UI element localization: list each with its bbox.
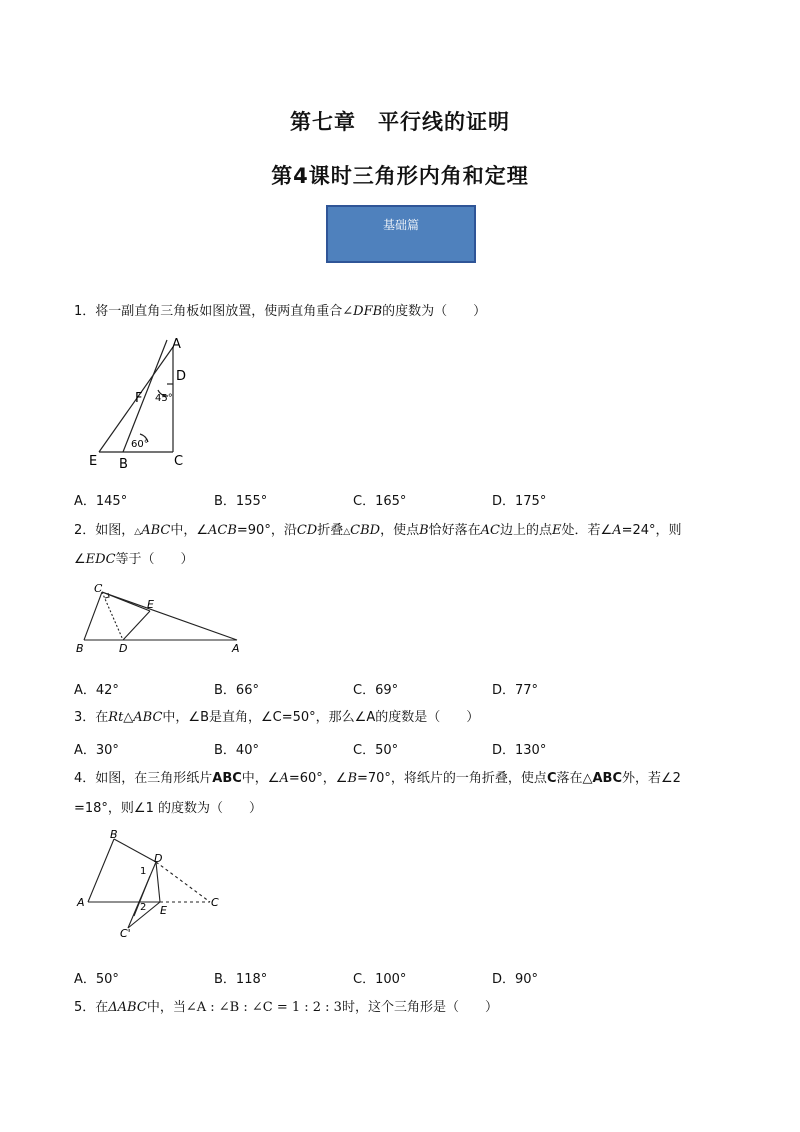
question-2-text-line-1: 2．如图，△ABC中，∠ACB=90°，沿CD折叠△CBD，使点B恰好落在AC边上的点E处．若∠A=24°，则	[74, 523, 682, 538]
question-2-options	[74, 679, 674, 697]
question-1-figure	[86, 334, 206, 474]
question-1-options	[74, 490, 674, 508]
question-3-option-b[interactable]: B．40°	[214, 743, 259, 758]
question-1-option-a[interactable]: A．145°	[74, 494, 128, 509]
fig1-angle-45: 45°	[155, 393, 173, 404]
question-2-option-b[interactable]: B．66°	[214, 683, 259, 698]
question-1-option-c[interactable]: C．165°	[353, 494, 407, 509]
question-1-option-b[interactable]: B．155°	[214, 494, 268, 509]
question-3-option-a[interactable]: A．30°	[74, 743, 119, 758]
fig2-label-e: E	[147, 598, 154, 611]
fig1-label-f: F	[135, 391, 143, 406]
fig4-angle-2: 2	[140, 902, 147, 913]
fig2-label-b: B	[76, 642, 84, 655]
question-1-text: 1．将一副直角三角板如图放置，使两直角重合∠DFB的度数为（ ）	[74, 304, 487, 319]
question-3-text: 3．在Rt△ABC中，∠B是直角，∠C=50°，那么∠A的度数是（ ）	[74, 710, 480, 725]
question-2-text-line-2: ∠EDC等于（ ）	[74, 552, 194, 567]
question-3-options	[74, 739, 674, 757]
lesson-title: 第4课时三角形内角和定理	[271, 164, 529, 188]
question-3-option-c[interactable]: C．50°	[353, 743, 399, 758]
fig1-label-d: D	[176, 369, 187, 384]
question-4-text-line-2: =18°，则∠1 的度数为（ ）	[74, 801, 262, 816]
fig4-label-a: A	[77, 896, 85, 909]
question-4-figure	[74, 826, 234, 942]
question-4-option-c[interactable]: C．100°	[353, 972, 407, 987]
question-4-option-a[interactable]: A．50°	[74, 972, 119, 987]
fig4-label-c-prime: C'	[120, 927, 131, 940]
question-2-option-d[interactable]: D．77°	[492, 683, 539, 698]
fig4-label-c: C	[211, 896, 219, 909]
fig1-label-c: C	[174, 454, 184, 469]
fig4-label-d: D	[154, 852, 163, 865]
question-4-text-line-1: 4．如图，在三角形纸片ABC中，∠A=60°，∠B=70°，将纸片的一角折叠，使点C落在△ABC外，若∠2	[74, 771, 681, 786]
question-4-option-b[interactable]: B．118°	[214, 972, 268, 987]
question-2-figure	[74, 580, 254, 656]
fig2-label-d: D	[119, 642, 128, 655]
question-3-option-d[interactable]: D．130°	[492, 743, 547, 758]
question-4-option-d[interactable]: D．90°	[492, 972, 539, 987]
question-2-option-a[interactable]: A．42°	[74, 683, 119, 698]
fig4-label-b: B	[110, 828, 118, 841]
fig1-label-b: B	[119, 457, 128, 472]
section-banner: 基础篇	[326, 205, 476, 263]
fig2-label-a: A	[232, 642, 240, 655]
fig1-label-a: A	[172, 337, 181, 352]
chapter-title: 第七章 平行线的证明	[290, 110, 510, 134]
question-1-option-d[interactable]: D．175°	[492, 494, 547, 509]
question-2-option-c[interactable]: C．69°	[353, 683, 399, 698]
fig4-label-e: E	[160, 904, 167, 917]
fig1-label-e: E	[89, 454, 98, 469]
fig4-angle-1: 1	[140, 866, 147, 877]
fig2-label-c: C	[94, 582, 103, 595]
question-5-text: 5．在ΔABC中，当∠A : ∠B : ∠C = 1 : 2 : 3时，这个三角形是（ ）	[74, 1000, 498, 1015]
fig1-angle-60: 60°	[131, 439, 149, 450]
question-4-options	[74, 968, 674, 986]
